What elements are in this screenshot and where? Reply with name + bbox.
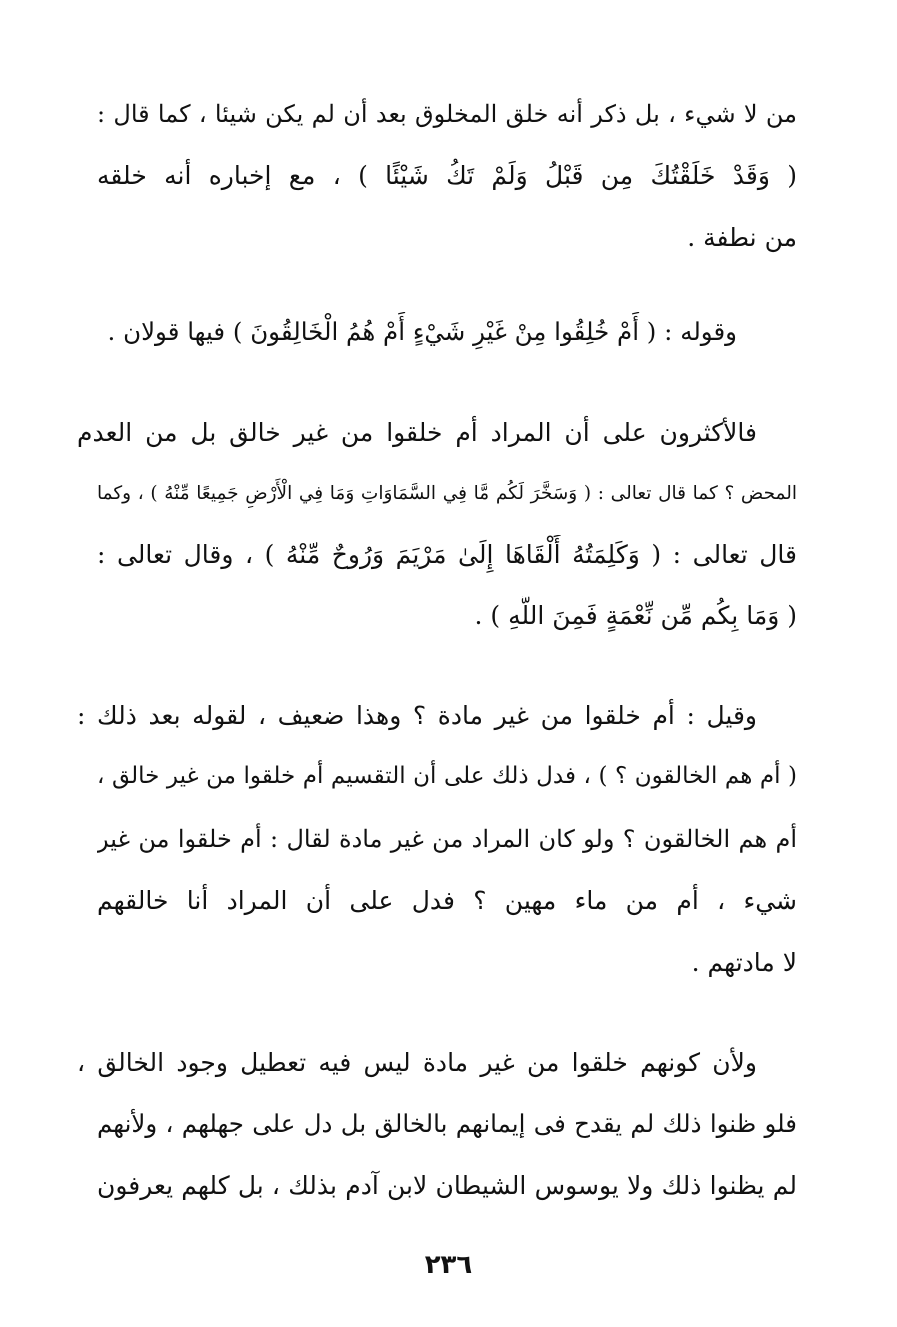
text-line: فالأكثرون على أن المراد أم خلقوا من غير خالق بل من العدم [77, 418, 757, 447]
text-line: قال تعالى : ( وَكَلِمَتُهُ أَلْقَاهَا إِلَىٰ مَرْيَمَ وَرُوحٌ مِّنْهُ ) ، وقال تعالى : [97, 540, 797, 569]
text-line: لم يظنوا ذلك ولا يوسوس الشيطان لابن آدم بذلك ، بل كلهم يعرفون [97, 1171, 797, 1200]
text-line: ( وَقَدْ خَلَقْتُكَ مِن قَبْلُ وَلَمْ تَكُ شَيْئًا ) ، مع إخباره أنه خلقه [97, 161, 797, 190]
text-line: من لا شيء ، بل ذكر أنه خلق المخلوق بعد أن لم يكن شيئا ، كما قال : [97, 100, 797, 128]
text-line: المحض ؟ كما قال تعالى : ( وَسَخَّرَ لَكُم مَّا فِي السَّمَاوَاتِ وَمَا فِي الْأَرْضِ جَمِيعًا مِّنْهُ ) ، وكما [97, 483, 797, 504]
text-line: وقوله : ( أَمْ خُلِقُوا مِنْ غَيْرِ شَيْءٍ أَمْ هُمُ الْخَالِقُونَ ) فيها قولان . [107, 317, 737, 346]
text-line: ولأن كونهم خلقوا من غير مادة ليس فيه تعطيل وجود الخالق ، [77, 1048, 757, 1077]
text-line: من نطفة . [687, 223, 797, 252]
text-line: لا مادتهم . [691, 948, 797, 977]
text-line: فلو ظنوا ذلك لم يقدح فى إيمانهم بالخالق بل دل على جهلهم ، ولأنهم [97, 1109, 797, 1138]
page-number: ٢٣٦ [424, 1250, 473, 1280]
text-line: أم هم الخالقون ؟ ولو كان المراد من غير مادة لقال : أم خلقوا من غير [97, 825, 797, 853]
text-line: ( أم هم الخالقون ؟ ) ، فدل ذلك على أن التقسيم أم خلقوا من غير خالق ، [97, 763, 797, 789]
text-line: وقيل : أم خلقوا من غير مادة ؟ وهذا ضعيف ، لقوله بعد ذلك : [77, 701, 757, 730]
text-line: شيء ، أم من ماء مهين ؟ فدل على أن المراد أنا خالقهم [97, 886, 797, 915]
text-line: ( وَمَا بِكُم مِّن نِّعْمَةٍ فَمِنَ اللَّهِ ) . [474, 601, 797, 630]
